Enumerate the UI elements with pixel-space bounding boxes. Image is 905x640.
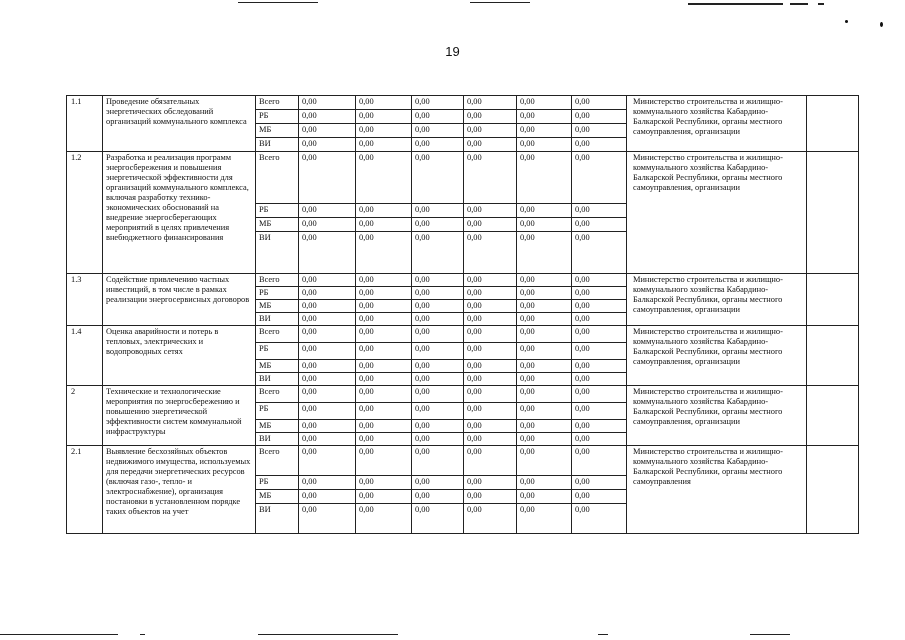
amount-cell: 0,00 [464,476,517,490]
amount-cell: 0,00 [356,373,412,386]
funding-source-cell: МБ [256,360,299,373]
amount-cell: 0,00 [412,300,464,313]
amount-cell: 0,00 [464,218,517,232]
page-number: 19 [445,44,460,59]
funding-source-cell: Всего [256,386,299,403]
empty-cell [807,446,859,534]
scan-artifact-dot [880,22,883,27]
scan-artifact-line [470,2,530,3]
amount-cell: 0,00 [572,300,627,313]
funding-source-cell: РБ [256,403,299,420]
amount-cell: 0,00 [412,420,464,433]
amount-cell: 0,00 [299,300,356,313]
amount-cell: 0,00 [299,403,356,420]
amount-cell: 0,00 [572,124,627,138]
amount-cell: 0,00 [299,274,356,287]
amount-cell: 0,00 [356,287,412,300]
amount-cell: 0,00 [464,504,517,534]
amount-cell: 0,00 [412,343,464,360]
funding-source-cell: Всего [256,326,299,343]
amount-cell: 0,00 [299,110,356,124]
scan-artifact-line [258,634,398,635]
amount-cell: 0,00 [299,446,356,476]
amount-cell: 0,00 [299,218,356,232]
funding-source-cell: МБ [256,300,299,313]
funding-source-cell: РБ [256,110,299,124]
amount-cell: 0,00 [517,504,572,534]
amount-cell: 0,00 [464,152,517,204]
amount-cell: 0,00 [517,218,572,232]
amount-cell: 0,00 [412,204,464,218]
amount-cell: 0,00 [517,343,572,360]
amount-cell: 0,00 [464,343,517,360]
amount-cell: 0,00 [464,360,517,373]
scan-artifact-line [750,634,790,635]
amount-cell: 0,00 [412,490,464,504]
amount-cell: 0,00 [517,360,572,373]
amount-cell: 0,00 [299,343,356,360]
amount-cell: 0,00 [299,373,356,386]
amount-cell: 0,00 [356,138,412,152]
amount-cell: 0,00 [517,110,572,124]
amount-cell: 0,00 [572,490,627,504]
scan-artifact-line [238,2,318,3]
funding-source-cell: Всего [256,152,299,204]
scan-artifact-dot [845,20,848,23]
amount-cell: 0,00 [412,446,464,476]
amount-cell: 0,00 [572,360,627,373]
funding-source-cell: МБ [256,420,299,433]
amount-cell: 0,00 [356,218,412,232]
amount-cell: 0,00 [464,300,517,313]
amount-cell: 0,00 [464,373,517,386]
amount-cell: 0,00 [572,386,627,403]
measures-table [66,95,859,534]
amount-cell: 0,00 [356,274,412,287]
amount-cell: 0,00 [356,504,412,534]
amount-cell: 0,00 [464,433,517,446]
table-row [67,446,859,476]
amount-cell: 0,00 [299,232,356,274]
amount-cell: 0,00 [356,232,412,274]
scan-artifact-line [140,634,145,635]
amount-cell: 0,00 [412,360,464,373]
funding-source-cell: МБ [256,490,299,504]
amount-cell: 0,00 [572,420,627,433]
amount-cell: 0,00 [356,343,412,360]
amount-cell: 0,00 [517,152,572,204]
item-number-cell: 1.2 [67,152,103,274]
amount-cell: 0,00 [572,326,627,343]
amount-cell: 0,00 [299,490,356,504]
responsible-org-cell: Министерство строительства и жилищно-коммунального хозяйства Кабардино-Балкарской Республики, органы местного самоуправления, организации [627,152,807,274]
amount-cell: 0,00 [464,446,517,476]
amount-cell: 0,00 [464,313,517,326]
funding-source-cell: Всего [256,96,299,110]
amount-cell: 0,00 [299,96,356,110]
amount-cell: 0,00 [412,313,464,326]
amount-cell: 0,00 [517,420,572,433]
amount-cell: 0,00 [572,403,627,420]
amount-cell: 0,00 [356,300,412,313]
empty-cell [807,326,859,386]
amount-cell: 0,00 [572,343,627,360]
responsible-org-cell: Министерство строительства и жилищно-коммунального хозяйства Кабардино-Балкарской Республики, органы местного самоуправления [627,446,807,534]
amount-cell: 0,00 [517,373,572,386]
amount-cell: 0,00 [356,313,412,326]
amount-cell: 0,00 [412,274,464,287]
amount-cell: 0,00 [299,152,356,204]
empty-cell [807,152,859,274]
amount-cell: 0,00 [517,232,572,274]
item-number-cell: 1.3 [67,274,103,326]
amount-cell: 0,00 [356,386,412,403]
amount-cell: 0,00 [572,446,627,476]
amount-cell: 0,00 [572,274,627,287]
amount-cell: 0,00 [299,433,356,446]
funding-source-cell: РБ [256,343,299,360]
amount-cell: 0,00 [572,287,627,300]
funding-source-cell: Всего [256,446,299,476]
funding-source-cell: РБ [256,204,299,218]
amount-cell: 0,00 [299,138,356,152]
scan-artifact-line [0,634,118,635]
amount-cell: 0,00 [517,476,572,490]
funding-source-cell: ВИ [256,373,299,386]
amount-cell: 0,00 [299,504,356,534]
amount-cell: 0,00 [356,110,412,124]
item-number-cell: 1.4 [67,326,103,386]
table-row [67,274,859,287]
responsible-org-cell: Министерство строительства и жилищно-коммунального хозяйства Кабардино-Балкарской Республики, органы местного самоуправления, организации [627,386,807,446]
amount-cell: 0,00 [464,138,517,152]
amount-cell: 0,00 [572,313,627,326]
amount-cell: 0,00 [356,96,412,110]
amount-cell: 0,00 [517,204,572,218]
amount-cell: 0,00 [464,274,517,287]
funding-source-cell: ВИ [256,138,299,152]
item-name-cell: Содействие привлечению частных инвестиций, в том числе в рамках реализации энергосервисных договоров [103,274,256,326]
amount-cell: 0,00 [517,403,572,420]
amount-cell: 0,00 [464,232,517,274]
scan-artifact-line [598,634,608,635]
amount-cell: 0,00 [464,110,517,124]
funding-source-cell: МБ [256,218,299,232]
amount-cell: 0,00 [299,420,356,433]
amount-cell: 0,00 [299,326,356,343]
amount-cell: 0,00 [412,476,464,490]
item-name-cell: Технические и технологические мероприятия по энергосбережению и повышению энергетической эффективности систем коммунальной инфраструктуры [103,386,256,446]
amount-cell: 0,00 [412,232,464,274]
amount-cell: 0,00 [412,403,464,420]
funding-source-cell: Всего [256,274,299,287]
amount-cell: 0,00 [517,386,572,403]
table-body [67,96,859,534]
funding-source-cell: РБ [256,476,299,490]
amount-cell: 0,00 [356,433,412,446]
amount-cell: 0,00 [356,326,412,343]
amount-cell: 0,00 [299,386,356,403]
amount-cell: 0,00 [412,373,464,386]
item-name-cell: Проведение обязательных энергетических обследований организаций коммунального комплекса [103,96,256,152]
amount-cell: 0,00 [356,204,412,218]
amount-cell: 0,00 [572,504,627,534]
amount-cell: 0,00 [412,124,464,138]
amount-cell: 0,00 [517,124,572,138]
item-name-cell: Выявление бесхозяйных объектов недвижимого имущества, используемых для передачи энергетических ресурсов (включая газо-, тепло- и электроснабжение), организация постановки в установленном порядке таких объектов на учет [103,446,256,534]
scan-artifact-line [790,3,808,5]
amount-cell: 0,00 [412,326,464,343]
empty-cell [807,386,859,446]
amount-cell: 0,00 [412,287,464,300]
amount-cell: 0,00 [464,386,517,403]
amount-cell: 0,00 [412,138,464,152]
amount-cell: 0,00 [572,476,627,490]
amount-cell: 0,00 [517,490,572,504]
amount-cell: 0,00 [299,360,356,373]
amount-cell: 0,00 [572,96,627,110]
amount-cell: 0,00 [572,373,627,386]
item-number-cell: 1.1 [67,96,103,152]
amount-cell: 0,00 [464,403,517,420]
amount-cell: 0,00 [299,124,356,138]
amount-cell: 0,00 [464,420,517,433]
responsible-org-cell: Министерство строительства и жилищно-коммунального хозяйства Кабардино-Балкарской Республики, органы местного самоуправления, организации [627,274,807,326]
amount-cell: 0,00 [299,287,356,300]
amount-cell: 0,00 [517,274,572,287]
scan-artifact-line [688,3,783,5]
responsible-org-cell: Министерство строительства и жилищно-коммунального хозяйства Кабардино-Балкарской Республики, органы местного самоуправления, организации [627,96,807,152]
amount-cell: 0,00 [572,433,627,446]
amount-cell: 0,00 [356,403,412,420]
amount-cell: 0,00 [517,138,572,152]
amount-cell: 0,00 [412,96,464,110]
amount-cell: 0,00 [356,446,412,476]
amount-cell: 0,00 [356,152,412,204]
amount-cell: 0,00 [517,433,572,446]
funding-source-cell: РБ [256,287,299,300]
amount-cell: 0,00 [517,326,572,343]
funding-source-cell: ВИ [256,232,299,274]
empty-cell [807,274,859,326]
amount-cell: 0,00 [299,313,356,326]
table-row [67,152,859,204]
amount-cell: 0,00 [572,152,627,204]
amount-cell: 0,00 [464,326,517,343]
amount-cell: 0,00 [356,476,412,490]
amount-cell: 0,00 [517,313,572,326]
table-row [67,326,859,343]
item-name-cell: Оценка аварийности и потерь в тепловых, электрических и водопроводных сетях [103,326,256,386]
amount-cell: 0,00 [572,138,627,152]
amount-cell: 0,00 [412,110,464,124]
amount-cell: 0,00 [464,124,517,138]
amount-cell: 0,00 [412,152,464,204]
amount-cell: 0,00 [572,232,627,274]
funding-source-cell: МБ [256,124,299,138]
amount-cell: 0,00 [464,96,517,110]
amount-cell: 0,00 [572,204,627,218]
amount-cell: 0,00 [464,490,517,504]
amount-cell: 0,00 [464,204,517,218]
amount-cell: 0,00 [299,204,356,218]
table-row [67,96,859,110]
funding-source-cell: ВИ [256,313,299,326]
amount-cell: 0,00 [517,446,572,476]
amount-cell: 0,00 [517,287,572,300]
amount-cell: 0,00 [356,420,412,433]
table-row [67,386,859,403]
responsible-org-cell: Министерство строительства и жилищно-коммунального хозяйства Кабардино-Балкарской Республики, органы местного самоуправления, организации [627,326,807,386]
item-name-cell: Разработка и реализация программ энергосбережения и повышения энергетической эффективности для организаций коммунального комплекса, включая разработку технико-экономических обоснований на внедрение энергосберегающих мероприятий в целях привлечения внебюджетного финансирования [103,152,256,274]
amount-cell: 0,00 [356,360,412,373]
amount-cell: 0,00 [356,490,412,504]
amount-cell: 0,00 [572,218,627,232]
amount-cell: 0,00 [412,504,464,534]
amount-cell: 0,00 [412,433,464,446]
funding-source-cell: ВИ [256,504,299,534]
amount-cell: 0,00 [299,476,356,490]
amount-cell: 0,00 [517,300,572,313]
amount-cell: 0,00 [464,287,517,300]
amount-cell: 0,00 [356,124,412,138]
empty-cell [807,96,859,152]
item-number-cell: 2.1 [67,446,103,534]
amount-cell: 0,00 [517,96,572,110]
amount-cell: 0,00 [412,218,464,232]
scan-artifact-line [818,3,824,5]
item-number-cell: 2 [67,386,103,446]
funding-source-cell: ВИ [256,433,299,446]
amount-cell: 0,00 [572,110,627,124]
amount-cell: 0,00 [412,386,464,403]
